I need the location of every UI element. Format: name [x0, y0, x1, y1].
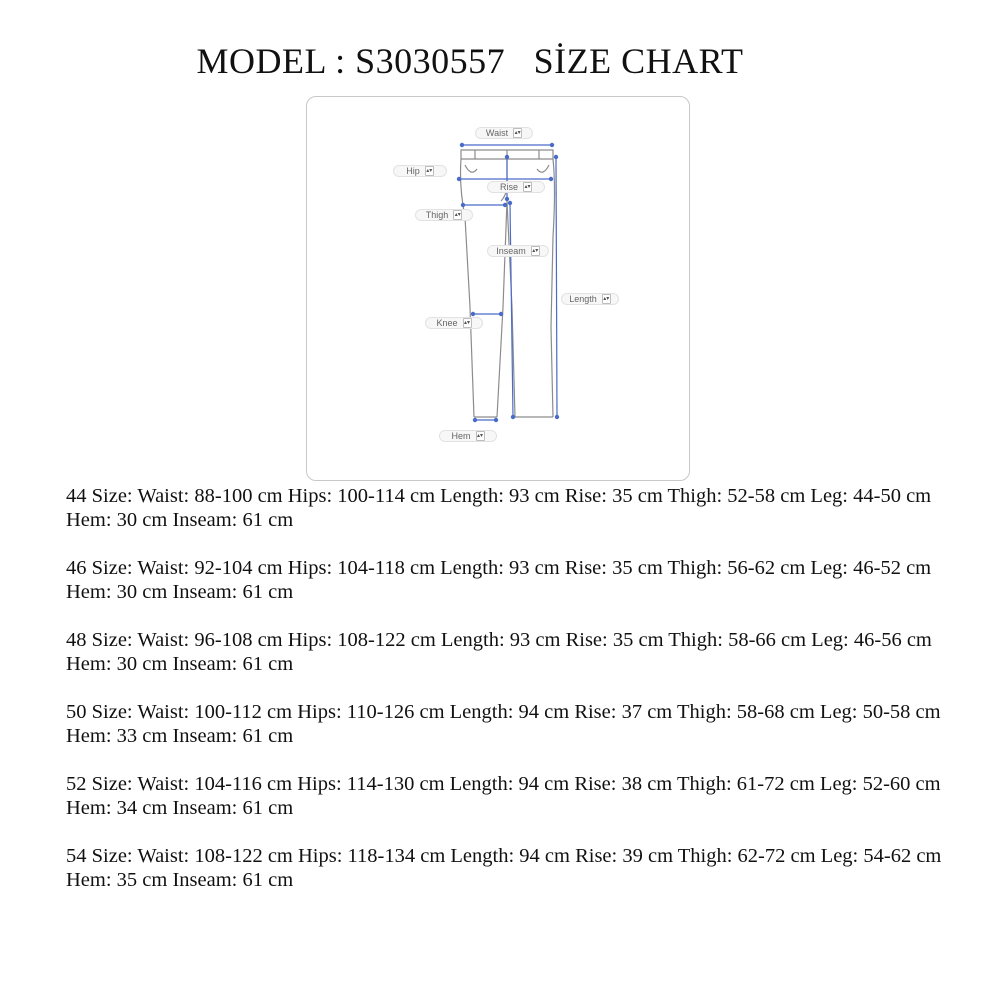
thigh-label-text: Thigh: [425, 210, 449, 220]
knee-label: [425, 317, 483, 329]
hem-label: [439, 430, 497, 442]
stepper-icon: ▴▾: [523, 182, 532, 192]
length-label-text: Length: [569, 294, 597, 304]
thigh-label: [415, 209, 473, 221]
length-label: [561, 293, 619, 305]
waist-label-text: Waist: [485, 128, 509, 138]
pants-diagram-panel: [306, 96, 690, 481]
size-row-48: 48 Size: Waist: 96-108 cm Hips: 108-122 cm Length: 93 cm Rise: 35 cm Thigh: 58-66 cm Leg: 46-56 cm Hem: 30 cm Inseam: 61 cm: [66, 629, 932, 675]
size-row-46: 46 Size: Waist: 92-104 cm Hips: 104-118 cm Length: 93 cm Rise: 35 cm Thigh: 56-62 cm Leg: 46-52 cm Hem: 30 cm Inseam: 61 cm: [66, 557, 932, 603]
inseam-label: [487, 245, 549, 257]
size-row-52: 52 Size: Waist: 104-116 cm Hips: 114-130 cm Length: 94 cm Rise: 38 cm Thigh: 61-72 cm Leg: 52-60 cm Hem: 34 cm Inseam: 61 cm: [66, 773, 941, 819]
inseam-label-text: Inseam: [496, 246, 526, 256]
length-line: [556, 157, 557, 417]
size-row-54: 54 Size: Waist: 108-122 cm Hips: 118-134 cm Length: 94 cm Rise: 39 cm Thigh: 62-72 cm Leg: 54-62 cm Hem: 35 cm Inseam: 61 cm: [66, 845, 942, 891]
hip-label-text: Hip: [406, 166, 420, 176]
waist-label: [475, 127, 533, 139]
stepper-icon: ▴▾: [453, 210, 462, 220]
rise-label-text: Rise: [499, 182, 518, 192]
page-title: MODEL : S3030557 SİZE CHART: [196, 41, 744, 81]
stepper-icon: ▴▾: [425, 166, 434, 176]
stepper-icon: ▴▾: [463, 318, 472, 328]
stepper-icon: ▴▾: [513, 128, 522, 138]
rise-label: [487, 181, 545, 193]
pants-diagram: [307, 97, 691, 482]
knee-label-text: Knee: [436, 318, 458, 328]
stepper-icon: ▴▾: [476, 431, 485, 441]
stepper-icon: ▴▾: [602, 294, 611, 304]
stepper-icon: ▴▾: [531, 246, 540, 256]
size-row-50: 50 Size: Waist: 100-112 cm Hips: 110-126 cm Length: 94 cm Rise: 37 cm Thigh: 58-68 cm Leg: 50-58 cm Hem: 33 cm Inseam: 61 cm: [66, 701, 941, 747]
hem-label-text: Hem: [451, 431, 471, 441]
size-row-44: 44 Size: Waist: 88-100 cm Hips: 100-114 cm Length: 93 cm Rise: 35 cm Thigh: 52-58 cm Leg: 44-50 cm Hem: 30 cm Inseam: 61 cm: [66, 485, 932, 531]
hip-label: [393, 165, 447, 177]
